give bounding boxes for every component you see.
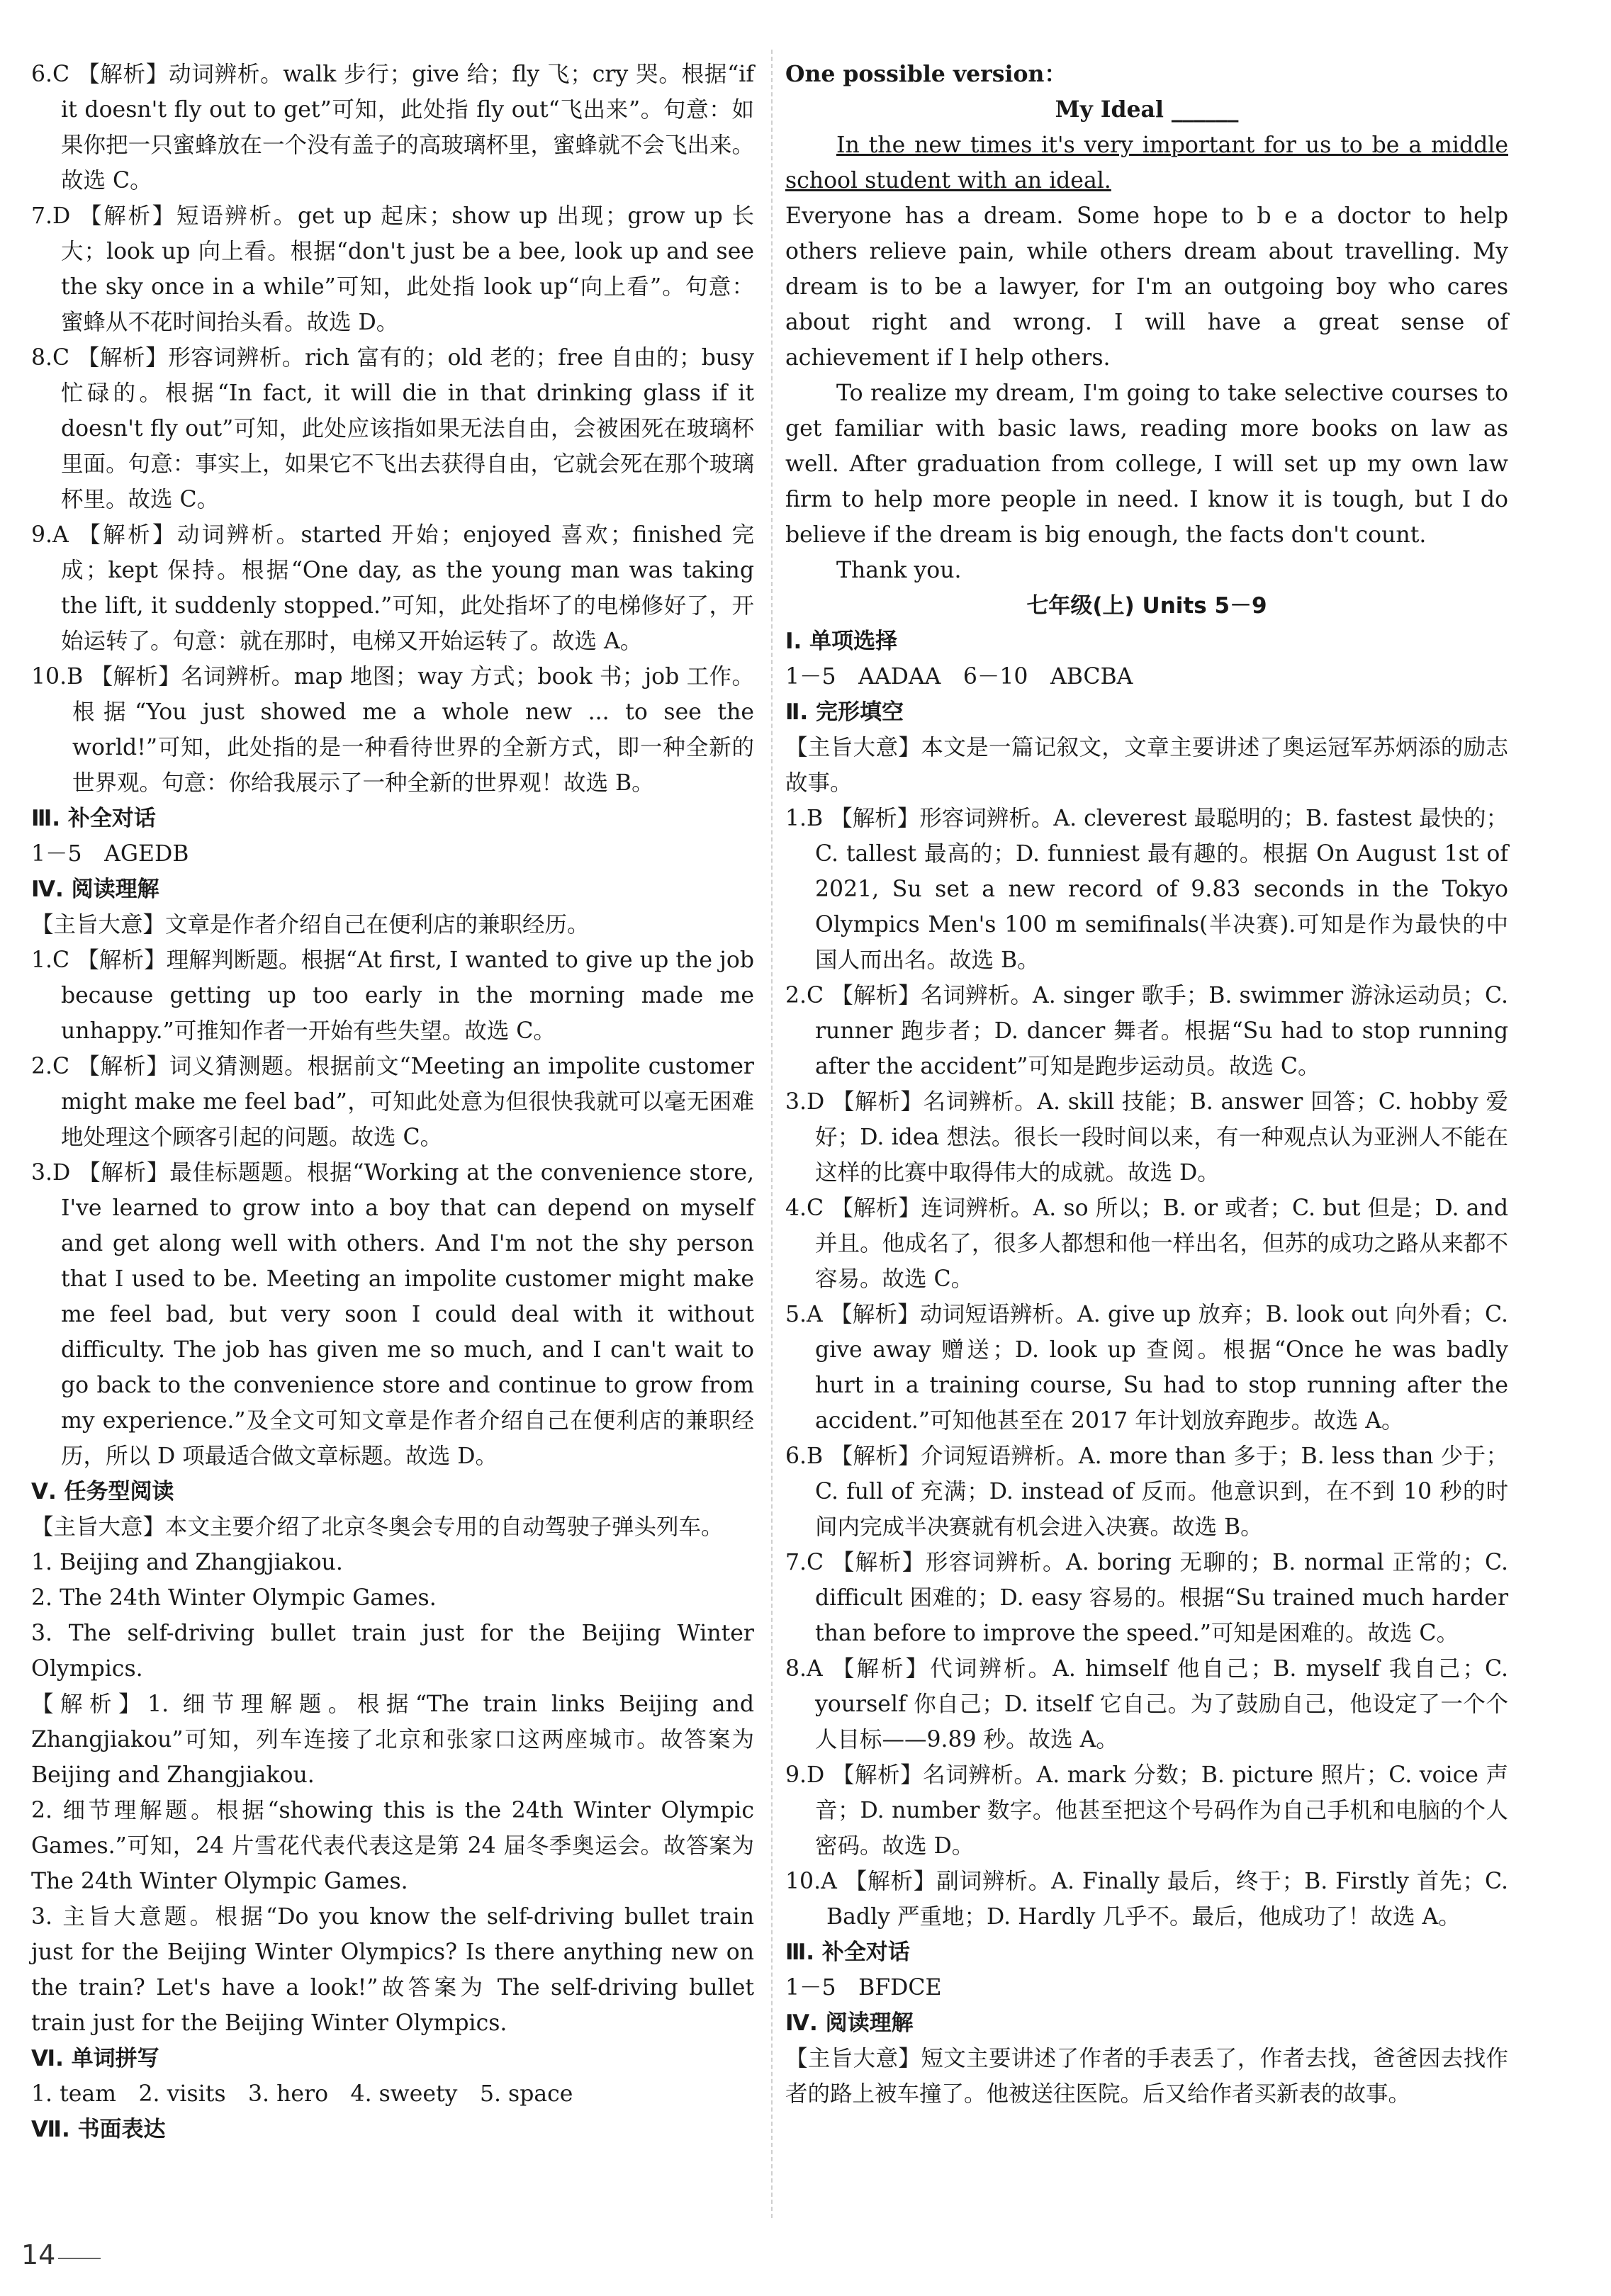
section-heading: 七年级(上) Units 5－9 [1026,593,1267,619]
section-heading: Ⅳ. 阅读理解 [785,2010,914,2036]
section-heading: Ⅵ. 单词拼写 [31,2046,159,2071]
text-paragraph: 8.A 【解析】代词辨析。A. himself 他自己；B. myself 我自己；C. yourself 你自己；D. itself 它自己。为了鼓励自己，他设定了一个个人目标——9.89 秒。故选 A。 [785,1656,1508,1752]
text-paragraph: 10.B 【解析】名词辨析。map 地图；way 方式；book 书；job 工作。根据“You just showed me a whole new ... to see the world!”可知，此处指的是一种看待世界的全新方式，即一种全新的世界观。句意：你给我展示了一种全新的世界观！故选 B。 [31,664,754,796]
section-heading: Ⅱ. 完形填空 [785,699,904,725]
section-heading: Ⅴ. 任务型阅读 [31,1479,174,1504]
text-paragraph: 1.C 【解析】理解判断题。根据“At first, I wanted to give up the job because getting up too early in the morning made me unhappy.”可推知作者一开始有些失望。故选 C。 [31,947,754,1044]
text-paragraph: 【主旨大意】短文主要讲述了作者的手表丢了，作者去找，爸爸因去找作者的路上被车撞了。他被送往医院。后又给作者买新表的故事。 [785,2046,1508,2107]
text-paragraph: 5.A 【解析】动词短语辨析。A. give up 放弃；B. look out 向外看；C. give away 赠送；D. look up 查阅。根据“Once he was badly hurt in a training course, Su had to stop running after the accident.”可知他甚至在 2017 年计划放弃跑步。故选 A。 [785,1302,1508,1434]
section-heading: Ⅲ. 补全对话 [785,1940,910,1965]
text-paragraph: 1－5 AADAA 6－10 ABCBA [785,664,1133,690]
column-divider [771,50,773,2218]
text-paragraph: 2.C 【解析】词义猜测题。根据前文“Meeting an impolite customer might make me feel bad”，可知此处意为但很快我就可以毫无困难地处理这个顾客引起的问题。故选 C。 [31,1054,754,1150]
text-paragraph: In the new times it's very important for us to be a middle school student with an ideal. [785,133,1508,193]
text-paragraph: One possible version： [785,61,1067,87]
text-paragraph: 【主旨大意】文章是作者介绍自己在便利店的兼职经历。 [31,912,590,938]
text-paragraph: 8.C 【解析】形容词辨析。rich 富有的；old 老的；free 自由的；busy 忙碌的。根据“In fact, it will die in that drinking glass if it doesn't fly out”可知，此处应该指如果无法自由，会被困死在玻璃杯里面。句意：事实上，如果它不飞出去获得自由，它就会死在那个玻璃杯里。故选 C。 [31,345,754,512]
page-number: 14 [21,2239,56,2270]
text-paragraph: 1－5 AGEDB [31,841,189,867]
text-paragraph: 3. The self-driving bullet train just for the Beijing Winter Olympics. [31,1621,754,1682]
text-paragraph: My Ideal ______ [1055,96,1239,123]
text-paragraph: 9.A 【解析】动词辨析。started 开始；enjoyed 喜欢；finished 完成；kept 保持。根据“One day, as the young man was taking the lift, it suddenly stopped.”可知，此处指坏了的电梯修好了，开始运转了。句意：就在那时，电梯又开始运转了。故选 A。 [31,522,754,654]
text-paragraph: 2. The 24th Winter Olympic Games. [31,1585,437,1611]
text-paragraph: 1－5 BFDCE [785,1975,942,2000]
text-paragraph: 4.C 【解析】连词辨析。A. so 所以；B. or 或者；C. but 但是；D. and 并且。他成名了，很多人都想和他一样出名，但苏的成功之路从来都不容易。故选 C。 [785,1195,1508,1292]
text-paragraph: 9.D 【解析】名词辨析。A. mark 分数；B. picture 照片；C. voice 声音；D. number 数字。他甚至把这个号码作为自己手机和电脑的个人密码。故选 D。 [785,1762,1508,1859]
text-paragraph: 1. Beijing and Zhangjiakou. [31,1550,343,1575]
text-paragraph: 3.D 【解析】最佳标题题。根据“Working at the convenience store, I've learned to grow into a boy that can depend on myself and get along well with others. And I'm not the shy person that I used to be. Meeting an impolite customer might make me feel bad, but very soon I could deal with it without difficulty. The job has given me so much, and I can't wait to go back to the convenience store and continue to grow from my experience.”及全文可知文章是作者介绍自己在便利店的兼职经历，所以 D 项最适合做文章标题。故选 D。 [31,1160,754,1469]
text-paragraph: 6.B 【解析】介词短语辨析。A. more than 多于；B. less than 少于；C. full of 充满；D. instead of 反而。他意识到，在不到 10 秒的时间内完成半决赛就有机会进入决赛。故选 B。 [785,1444,1508,1540]
section-heading: Ⅲ. 补全对话 [31,806,156,831]
text-paragraph: 10.A 【解析】副词辨析。A. Finally 最后，终于；B. Firstly 首先；C. Badly 严重地；D. Hardly 几乎不。最后，他成功了！故选 A。 [785,1869,1508,1930]
text-paragraph: Thank you. [836,558,962,583]
text-paragraph: 3.D 【解析】名词辨析。A. skill 技能；B. answer 回答；C. hobby 爱好；D. idea 想法。很长一段时间以来，有一种观点认为亚洲人不能在这样的比赛中取得伟大的成就。故选 D。 [785,1089,1508,1186]
text-paragraph: To realize my dream, I'm going to take selective courses to get familiar with basic laws, reading more books on law as well. After graduation from college, I will set up my own law firm to help more people in need. I know it is tough, but I do believe if the dream is big enough, the facts don't count. [785,381,1508,548]
text-paragraph: 7.C 【解析】形容词辨析。A. boring 无聊的；B. normal 正常的；C. difficult 困难的；D. easy 容易的。根据“Su trained much harder than before to improve the speed.”可知是困难的。故选 C。 [785,1550,1508,1646]
page-number-dash [58,2258,101,2259]
text-paragraph: 1.B 【解析】形容词辨析。A. cleverest 最聪明的；B. fastest 最快的；C. tallest 最高的；D. funniest 最有趣的。根据 On August 1st of 2021, Su set a new record of 9.83 seconds in the Tokyo Olympics Men's 100 m semifinals(半决赛).可知是作为最快的中国人而出名。故选 B。 [785,806,1508,973]
section-heading: Ⅰ. 单项选择 [785,629,898,654]
text-paragraph: 7.D 【解析】短语辨析。get up 起床；show up 出现；grow up 长大；look up 向上看。根据“don't just be a bee, look up and see the sky once in a while”可知，此处指 look up“向上看”。句意：蜜蜂从不花时间抬头看。故选 D。 [31,203,754,335]
text-paragraph: 【解析】1. 细节理解题。根据“The train links Beijing and Zhangjiakou”可知，列车连接了北京和张家口这两座城市。故答案为 Beijing and Zhangjiakou. [31,1692,754,1788]
text-paragraph: Everyone has a dream. Some hope to b e a doctor to help others relieve pain, while others dream about travelling. My dream is to be a lawyer, for I'm an outgoing boy who cares about right and wrong. I will have a great sense of achievement if I help others. [785,203,1508,371]
text-paragraph: 2. 细节理解题。根据“showing this is the 24th Winter Olympic Games.”可知，24 片雪花代表代表这是第 24 届冬季奥运会。故答案为 The 24th Winter Olympic Games. [31,1798,754,1894]
text-paragraph: 2.C 【解析】名词辨析。A. singer 歌手；B. swimmer 游泳运动员；C. runner 跑步者；D. dancer 舞者。根据“Su had to stop running after the accident”可知是跑步运动员。故选 C。 [785,983,1508,1079]
text-paragraph: 1. team 2. visits 3. hero 4. sweety 5. space [31,2081,573,2107]
text-paragraph: 【主旨大意】本文是一篇记叙文，文章主要讲述了奥运冠军苏炳添的励志故事。 [785,735,1508,796]
section-heading: Ⅳ. 阅读理解 [31,877,159,902]
left-column [31,57,754,2147]
right-column [785,57,1508,2112]
text-paragraph: 【主旨大意】本文主要介绍了北京冬奥会专用的自动驾驶子弹头列车。 [31,1514,724,1540]
section-heading: Ⅶ. 书面表达 [31,2117,166,2142]
text-paragraph: 3. 主旨大意题。根据“Do you know the self-driving bullet train just for the Beijing Winter Olympics? Is there anything new on the train? Let's have a look!”故答案为 The self-driving bullet train just for the Beijing Winter Olympics. [31,1904,754,2036]
text-paragraph: 6.C 【解析】动词辨析。walk 步行；give 给；fly 飞；cry 哭。根据“if it doesn't fly out to get”可知，此处指 fly out“飞出来”。句意：如果你把一只蜜蜂放在一个没有盖子的高玻璃杯里，蜜蜂就不会飞出来。故选 C。 [31,62,754,193]
